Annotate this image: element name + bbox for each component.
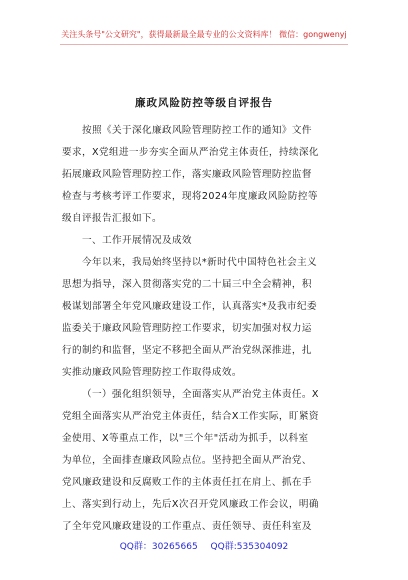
document-title: 廉政风险防控等级自评报告 (135, 97, 273, 109)
footer-qq-group-2: QQ群:535304092 (210, 542, 289, 552)
footer-qq-group-1: QQ群：30265665 (119, 542, 198, 552)
body-line: 党风廉政建设和反腐败工作的主体责任扛在肩上、抓在手 (62, 477, 312, 488)
body-line: 金使用、X等重点工作，以"三个年"活动为抓手，以科室 (62, 433, 309, 444)
body-line: 按照《关于深化廉政风险管理防控工作的通知》文件 (82, 125, 312, 136)
body-line: （一）强化组织领导，全面落实从严治党主体责任。X (82, 389, 319, 400)
body-line: 检查与考核考评工作要求，现将2024年度廉政风险防控等 (62, 191, 318, 202)
body-line: 思想为指导，深入贯彻落实党的二十届三中全会精神，积 (62, 279, 312, 290)
body-line: 为单位，全面排查廉政风险点位。坚持把全面从严治党、 (62, 455, 312, 466)
header-promo-note: 关注头条号"公文研究"，获得最新最全最专业的公文资料库！ 微信：gongwenyj (61, 30, 347, 39)
footer-contacts (0, 539, 408, 552)
body-line: 极谋划部署全年党风廉政建设工作，认真落实*及我市纪委 (62, 301, 318, 312)
body-line: 上、落实到行动上，先后X次召开党风廉政工作会议，明确 (62, 499, 319, 510)
body-line: 今年以来，我局始终坚持以*新时代中国特色社会主义 (82, 257, 318, 268)
document-body (62, 120, 352, 538)
body-line: 实推动廉政风险管理防控工作取得成效。 (62, 367, 242, 378)
body-line: 拓展廉政风险管理防控工作，落实廉政风险管理防控监督 (62, 169, 312, 180)
body-line: 要求，X党组进一步夯实全面从严治党主体责任，持续深化 (62, 147, 319, 158)
body-line: 监委关于廉政风险管理防控工作要求，切实加强对权力运 (62, 323, 312, 334)
body-line: 行的制约和监督，坚定不移把全面从严治党纵深推进，扎 (62, 345, 312, 356)
body-line: 党组全面落实从严治党主体责任，结合X工作实际，盯紧资 (62, 411, 319, 422)
body-line: 了全年党风廉政建设的工作重点、责任领导、责任科室及 (62, 521, 312, 532)
header-divider (60, 44, 348, 45)
body-line: 一、工作开展情况及成效 (82, 235, 192, 246)
body-line: 级自评报告汇报如下。 (62, 213, 162, 224)
